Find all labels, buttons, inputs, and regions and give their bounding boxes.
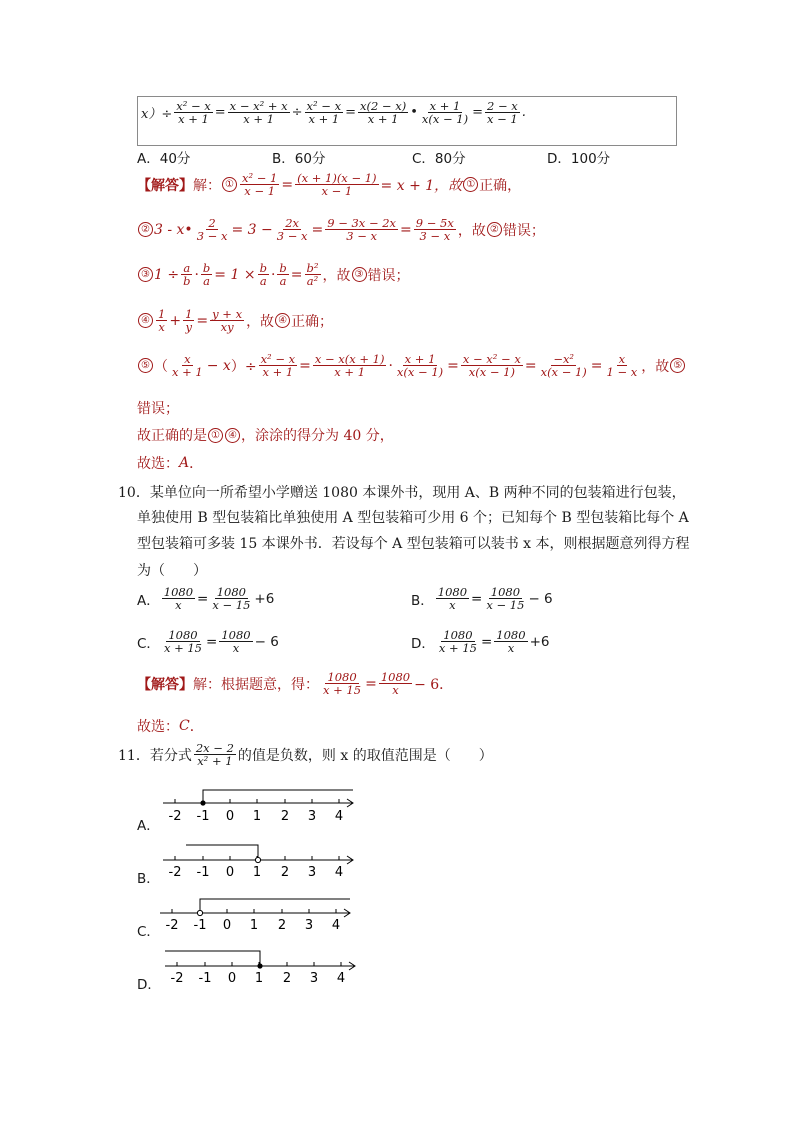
- q10-line3: 型包装箱可多装 15 本课外书．若设每个 A 型包装箱可以装书 x 本，则根据题意列得方程: [137, 536, 690, 552]
- q10-line2: 单独使用 B 型包装箱比单独使用 A 型包装箱可少用 6 个；已知每个 B 型包装箱比每个 A: [137, 510, 689, 526]
- q10-option-c[interactable]: C． $\frac{1080}{x + 15}$ = $\frac{1080}{x}$ − 6: [137, 628, 279, 656]
- fraction: $\frac{b}{a}$: [279, 261, 287, 289]
- answer9-line2: ② 3 - x• $\frac{2}{3 - x}$ = 3 − $\frac{2x}{3 - x}$ = $\frac{9 - 3x - 2x}{3 - x}$ = $\frac{9 - 5x}{3 - x}$ ，故 ② 错误；: [137, 217, 545, 242]
- answer9-line4: ④ $\frac{1}{x}$ + $\frac{1}{y}$ = $\frac{y + x}{xy}$ ，故 ④ 正确；: [137, 308, 333, 333]
- tick-label: 2: [282, 971, 292, 986]
- fraction: $\frac{1080}{x + 15}$: [163, 628, 203, 656]
- tick-label: 0: [225, 865, 235, 880]
- tick-label: -2: [170, 971, 184, 986]
- answer9-line3: ③ 1 ÷ $\frac{a}{b}$ · $\frac{b}{a}$ = 1 × $\frac{b}{a}$ · $\frac{b}{a}$ = $\frac{\text{b²}}{\text{a²}}$ ，故 ③ 错误；: [137, 262, 410, 287]
- tick-label: -1: [193, 918, 207, 933]
- answer10-choose: 故选： C ．: [137, 718, 204, 735]
- fraction: $\frac{x + 1}{x(x - 1)}$: [396, 352, 444, 380]
- fraction: $\frac{9 - 5x}{3 - x}$: [415, 216, 454, 244]
- tick-label: 1: [249, 918, 259, 933]
- fraction: $\frac{\text{x² − 1}}{x - 1}$: [242, 171, 278, 199]
- circled-number: ④: [275, 313, 290, 328]
- tick-label: -2: [168, 809, 182, 824]
- answer9-choose: 故选： A ．: [137, 455, 204, 472]
- q11-stem: 11．若分式 $\frac{2x - 2}{\text{x² + 1}}$ 的值是负数，则 x 的取值范围是（ ）: [118, 741, 493, 769]
- fraction: $\frac{1}{x}$: [158, 307, 166, 335]
- fraction: $\frac{\text{x² − x}}{x + 1}$: [306, 99, 342, 127]
- number-line-c: [155, 893, 355, 933]
- q9-option-c[interactable]: C．80分: [412, 151, 466, 167]
- answer9-line7: 故正确的是 ① ④ ，涂涂的得分为 40 分，: [137, 428, 394, 444]
- fraction: $\frac{1080}{x}$: [163, 585, 194, 613]
- answer10-line: 【解答】 解：根据题意，得： $\frac{1080}{x + 15}$ = $\frac{1080}{x}$ − 6．: [137, 670, 454, 698]
- fraction: $\frac{2x - 2}{\text{x² + 1}}$: [195, 741, 234, 769]
- q10-option-b[interactable]: B． $\frac{1080}{x}$ = $\frac{1080}{x - 15}$ − 6: [411, 585, 553, 613]
- tick-label: 3: [304, 918, 314, 933]
- fraction: $\frac{1080}{x - 15}$: [486, 585, 525, 613]
- fraction: $\frac{(x + 1)(x - 1)}{x - 1}$: [297, 171, 377, 199]
- fraction: $\frac{a}{b}$: [183, 261, 191, 289]
- answer9-line1: 【解答】 解： ① $\frac{\text{x² − 1}}{x - 1}$ = $\frac{(x + 1)(x - 1)}{x - 1}$ = x + 1，故 ① 正确，: [137, 171, 522, 199]
- tick-label: 0: [227, 971, 237, 986]
- fraction: $\frac{x - x(x + 1)}{x + 1}$: [314, 352, 385, 380]
- answer-tag: 【解答】: [137, 676, 193, 693]
- q11-option-d[interactable]: D．: [137, 977, 161, 993]
- q11-option-b[interactable]: B．: [137, 871, 160, 887]
- fraction: $\frac{x}{1 - x}$: [606, 352, 638, 380]
- tick-label: 3: [307, 865, 317, 880]
- q10-line1: 10．某单位向一所希望小学赠送 1080 本课外书，现用 A、B 两种不同的包装箱进行包装，: [118, 485, 686, 501]
- fraction: $\frac{b}{a}$: [259, 261, 267, 289]
- fraction: $\frac{b}{a}$: [202, 261, 211, 289]
- formula-line: x）÷ $\frac{\text{x² − x}}{x + 1}$ = $\frac{\text{x − x² + x}}{x + 1}$ ÷ $\frac{\text{x² − x}}{x + 1}$ = $\frac{x(2 - x)}{x + 1}$ • $\frac{x + 1}{x(x - 1)}$ = $\frac{2 - x}{x - 1}$ .: [141, 99, 526, 127]
- fraction: $\frac{1080}{x + 15}$: [438, 628, 477, 656]
- fraction: $\frac{1}{y}$: [185, 307, 193, 335]
- tick-label: 4: [334, 865, 344, 880]
- tick-label: 1: [254, 971, 264, 986]
- fraction: $\frac{y + x}{xy}$: [212, 307, 243, 335]
- q9-option-b[interactable]: B．60分: [272, 151, 326, 167]
- circled-number: ⑤: [670, 358, 685, 373]
- fraction: $\frac{1080}{x}$: [380, 670, 411, 698]
- number-line-d: [160, 946, 360, 986]
- fraction: $\frac{x(2 - x)}{x + 1}$: [359, 99, 407, 127]
- q9-option-d[interactable]: D．100分: [547, 151, 611, 167]
- fraction: $\frac{2x}{3 - x}$: [276, 216, 308, 244]
- q9-option-a[interactable]: A．40分: [137, 151, 191, 167]
- circled-number: ①: [208, 428, 223, 443]
- fraction: $\frac{1080}{x}$: [496, 628, 526, 656]
- tick-label: 3: [309, 971, 319, 986]
- tick-label: 0: [225, 809, 235, 824]
- fraction: $\frac{2 - x}{x - 1}$: [487, 99, 518, 127]
- number-line-a: [158, 786, 358, 826]
- fraction: $\frac{9 - 3x - 2x}{3 - x}$: [327, 216, 397, 244]
- tick-label: 4: [334, 809, 344, 824]
- tick-label: 2: [277, 918, 287, 933]
- tick-label: 4: [336, 971, 346, 986]
- tick-label: 2: [280, 865, 290, 880]
- tick-label: -2: [168, 865, 182, 880]
- tick-label: -1: [196, 809, 210, 824]
- circled-number: ①: [222, 177, 237, 192]
- fraction: $\frac{1080}{x}$: [221, 628, 251, 656]
- fraction: $\frac{1080}{x + 15}$: [323, 670, 362, 698]
- tick-label: -1: [198, 971, 212, 986]
- fraction: $\frac{\text{x − x² + x}}{x + 1}$: [229, 99, 288, 127]
- fraction: $\frac{1080}{x}$: [437, 585, 468, 613]
- q11-option-c[interactable]: C．: [137, 924, 160, 940]
- circled-number: ②: [487, 222, 502, 237]
- circled-number: ①: [463, 177, 478, 192]
- circled-number: ④: [138, 313, 153, 328]
- circled-number: ②: [138, 222, 153, 237]
- circled-number: ④: [225, 428, 240, 443]
- q10-line4: 为（ ）: [137, 563, 207, 579]
- tick-label: 2: [280, 809, 290, 824]
- fraction: $\frac{\text{x² − x}}{x + 1}$: [260, 352, 296, 380]
- tick-label: 1: [252, 865, 262, 880]
- answer-tag: 【解答】: [137, 177, 193, 194]
- fraction: $\frac{2}{3 - x}$: [196, 216, 228, 244]
- fraction: $\frac{1080}{x - 15}$: [212, 585, 251, 613]
- number-line-b: [158, 840, 358, 880]
- q10-option-d[interactable]: D． $\frac{1080}{x + 15}$ = $\frac{1080}{x}$ +6: [411, 628, 550, 656]
- fraction: $\frac{x + 1}{x(x - 1)}$: [421, 99, 469, 127]
- tick-label: 4: [331, 918, 341, 933]
- circled-number: ⑤: [138, 358, 153, 373]
- fraction: $\frac{\text{x − x² − x}}{x(x - 1)}$: [462, 352, 521, 380]
- tick-label: -1: [196, 865, 210, 880]
- fraction: $\frac{\text{x² − x}}{x + 1}$: [176, 99, 211, 127]
- tick-label: -2: [165, 918, 179, 933]
- tick-label: 0: [222, 918, 232, 933]
- fraction: $\frac{x}{x + 1}$: [172, 352, 203, 380]
- closed-point: [257, 963, 262, 968]
- q10-option-a[interactable]: A． $\frac{1080}{x}$ = $\frac{1080}{x - 15}$ +6: [137, 585, 275, 613]
- open-point: [197, 910, 202, 915]
- circled-number: ③: [352, 267, 367, 282]
- answer9-line5: ⑤ （ $\frac{x}{x + 1}$ − x ）÷ $\frac{\text{x² − x}}{x + 1}$ = $\frac{x - x(x + 1)}{x + 1}$ · $\frac{x + 1}{x(x - 1)}$ = $\frac{\text{x − x² − x}}{x(x - 1)}$ = $\frac{\text{−x²}}{x(x - 1)}$ = $\frac{x}{1 - x}$ ，故 ⑤: [137, 353, 686, 378]
- q11-option-a[interactable]: A．: [137, 818, 160, 834]
- tick-label: 3: [307, 809, 317, 824]
- open-point: [255, 857, 260, 862]
- fraction: $\frac{\text{−x²}}{x(x - 1)}$: [540, 352, 587, 380]
- closed-point: [200, 800, 205, 805]
- answer9-line6: 错误；: [137, 401, 179, 417]
- tick-label: 1: [252, 809, 262, 824]
- fraction: $\frac{\text{b²}}{\text{a²}}$: [306, 261, 319, 289]
- circled-number: ③: [138, 267, 153, 282]
